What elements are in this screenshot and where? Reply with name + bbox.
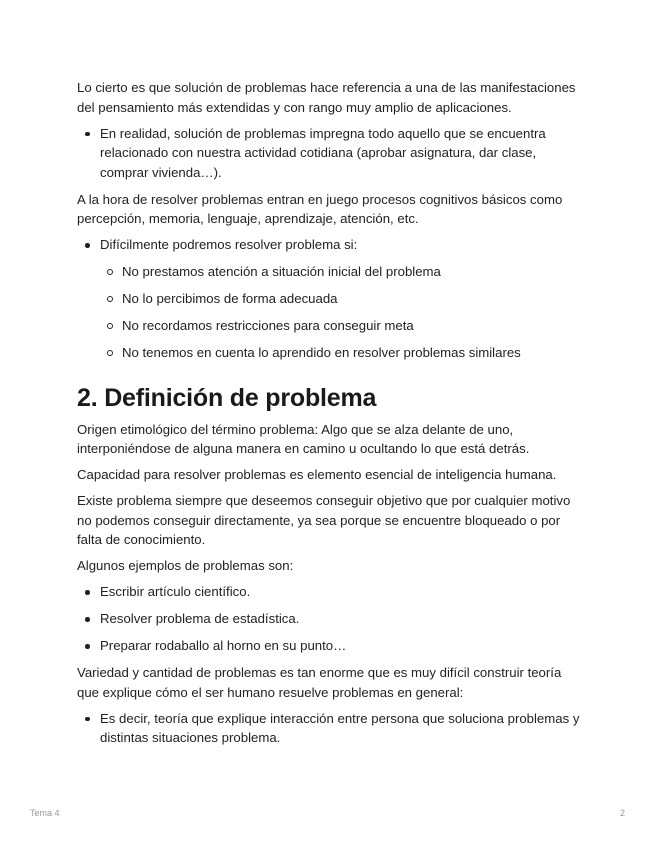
intro-list-1: [77, 124, 582, 183]
sub-list: [100, 262, 582, 363]
section-paragraph-5: Variedad y cantidad de problemas es tan enorme que es muy difícil construir teoría que explique cómo el ser humano resuelve problemas en general:: [77, 665, 562, 700]
list-item: Escribir artículo científico.: [100, 582, 582, 602]
section-paragraph-1: Origen etimológico del término problema: Algo que se alza delante de uno, interponiéndose de alguna manera en camino u ocultando lo que está detrás.: [77, 421, 530, 456]
sub-list-item: No recordamos restricciones para conseguir meta: [122, 316, 582, 336]
document-body: [77, 78, 582, 755]
list-item: Es decir, teoría que explique interacción entre persona que soluciona problemas y distintas situaciones problema.: [100, 709, 582, 748]
list-item: Preparar rodaballo al horno en su punto…: [100, 636, 582, 656]
list-item-text: Difícilmente podremos resolver problema si:: [100, 237, 358, 252]
sub-list-item: No lo percibimos de forma adecuada: [122, 289, 582, 309]
intro-list-2: [77, 235, 582, 363]
footer-page-number: 2: [619, 808, 625, 818]
sub-list-item: No prestamos atención a situación inicial del problema: [122, 262, 582, 282]
list-item: [100, 235, 582, 363]
section-paragraph-2: Capacidad para resolver problemas es elemento esencial de inteligencia humana.: [77, 467, 557, 482]
section-heading: 2. Definición de problema: [77, 383, 377, 412]
intro-paragraph-1: Lo cierto es que solución de problemas hace referencia a una de las manifestaciones del pensamiento más extendidas y con rango muy amplio de aplicaciones.: [77, 80, 576, 115]
final-list: [77, 709, 582, 748]
list-item: En realidad, solución de problemas impregna todo aquello que se encuentra relacionado con nuestra actividad cotidiana (aprobar asignatura, dar clase, comprar vivienda…).: [100, 124, 582, 183]
section-paragraph-4: Algunos ejemplos de problemas son:: [77, 558, 294, 573]
section-paragraph-3: Existe problema siempre que deseemos conseguir objetivo que por cualquier motivo no podemos conseguir directamente, ya sea porque se encuentre bloqueado o por falta de conocimiento.: [77, 493, 571, 547]
intro-paragraph-2: A la hora de resolver problemas entran en juego procesos cognitivos básicos como percepción, memoria, lenguaje, aprendizaje, atención, etc.: [77, 191, 563, 226]
footer-chapter-label: Tema 4: [30, 808, 60, 818]
list-item: Resolver problema de estadística.: [100, 609, 582, 629]
sub-list-item: No tenemos en cuenta lo aprendido en resolver problemas similares: [122, 343, 582, 363]
examples-list: [77, 582, 582, 656]
